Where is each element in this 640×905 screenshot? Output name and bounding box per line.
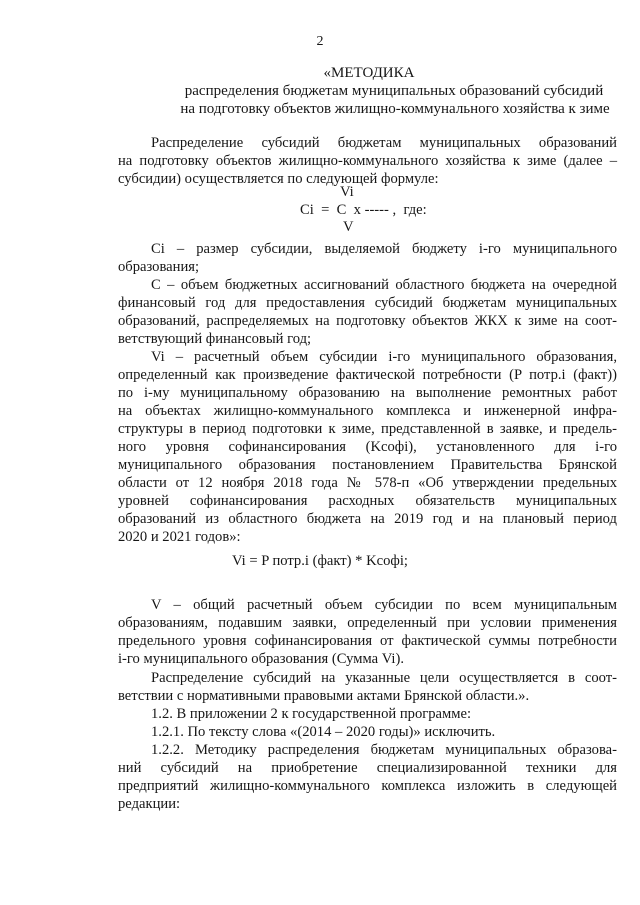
formula-denominator: V <box>343 219 354 235</box>
def-vi-line: Vi – расчетный объем субсидии i-го муниципального образования, <box>151 349 617 365</box>
def-v-line: V – общий расчетный объем субсидии по всем муниципальным <box>151 597 617 613</box>
item-1-2: 1.2. В приложении 2 к государственной программе: <box>151 706 472 722</box>
def-v-line: предельного уровня софинансирования от фактической суммы потребности <box>118 633 617 649</box>
def-c-line: образований, распределяемых на подготовку объектов ЖКХ к зиме на соот- <box>118 313 617 329</box>
def-vi-line: уровней софинансирования расходных обязательств муниципальных <box>118 493 617 509</box>
item-1-2-2-line: редакции: <box>118 796 181 812</box>
intro-line: на подготовку объектов жилищно-коммунального хозяйства к зиме (далее – <box>118 153 617 169</box>
def-vi-line: по i-му муниципальному образованию на выполнение ремонтных работ <box>118 385 617 401</box>
def-vi-line: определенный как произведение фактической потребности (P потр.i (факт)) <box>118 367 617 383</box>
def-vi-line: области от 12 ноября 2018 года № 578-п «Об утверждении предельных <box>118 475 617 491</box>
def-vi-line: 2020 и 2021 годов»: <box>118 529 241 545</box>
formula-vi: Vi = P потр.i (факт) * Kсофi; <box>232 553 408 569</box>
def-c-line: финансовый год для предоставления субсидий бюджетам муниципальных <box>118 295 617 311</box>
def-v-line: i-го муниципального образования (Сумма Vi). <box>118 651 404 667</box>
def-vi-line: на объектах жилищно-коммунального комплекса и инженерной инфра- <box>118 403 617 419</box>
title-line-3: на подготовку объектов жилищно-коммунального хозяйства к зиме <box>180 101 610 117</box>
def-vi-line: образований из областного бюджета на 2019 год и на плановый период <box>118 511 617 527</box>
def-vi-line: ного уровня софинансирования (Kсофi), установленного для i-го <box>118 439 617 455</box>
item-1-2-2-line: 1.2.2. Методику распределения бюджетам муниципальных образова- <box>151 742 617 758</box>
distribution-line: Распределение субсидий на указанные цели осуществляется в соот- <box>151 670 617 686</box>
intro-line: Распределение субсидий бюджетам муниципальных образований <box>151 135 617 151</box>
formula-numerator: Vi <box>340 184 354 200</box>
distribution-line: ветствии с нормативными правовыми актами Брянской области.». <box>118 688 530 704</box>
page-number: 2 <box>316 34 324 49</box>
methodology-title <box>0 64 640 118</box>
item-1-2-2-line: ний субсидий на приобретение специализированной техники для <box>118 760 617 776</box>
item-1-2-2-line: предприятий жилищно-коммунального комплекса изложить в следующей <box>118 778 617 794</box>
def-v-line: образованиям, подавшим заявки, определенный при условии применения <box>118 615 617 631</box>
def-c-line: С – объем бюджетных ассигнований областного бюджета на очередной <box>151 277 617 293</box>
def-vi-line: муниципального образования постановлением Правительства Брянской <box>118 457 617 473</box>
title-line-1: «МЕТОДИКА <box>323 65 415 81</box>
title-line-2: распределения бюджетам муниципальных образований субсидий <box>184 83 604 99</box>
def-c-line: ветствующий финансовый год; <box>118 331 312 347</box>
def-vi-line: структуры в период подготовки к зиме, представленной в заявке, и предель- <box>118 421 617 437</box>
intro-line: субсидии) осуществляется по следующей формуле: <box>118 171 439 187</box>
def-ci-line: образования; <box>118 259 200 275</box>
item-1-2-1: 1.2.1. По тексту слова «(2014 – 2020 годы)» исключить. <box>151 724 496 740</box>
formula-main: Ci = C x ----- , где: <box>300 202 427 218</box>
def-ci-line: Ci – размер субсидии, выделяемой бюджету i-го муниципального <box>151 241 617 257</box>
